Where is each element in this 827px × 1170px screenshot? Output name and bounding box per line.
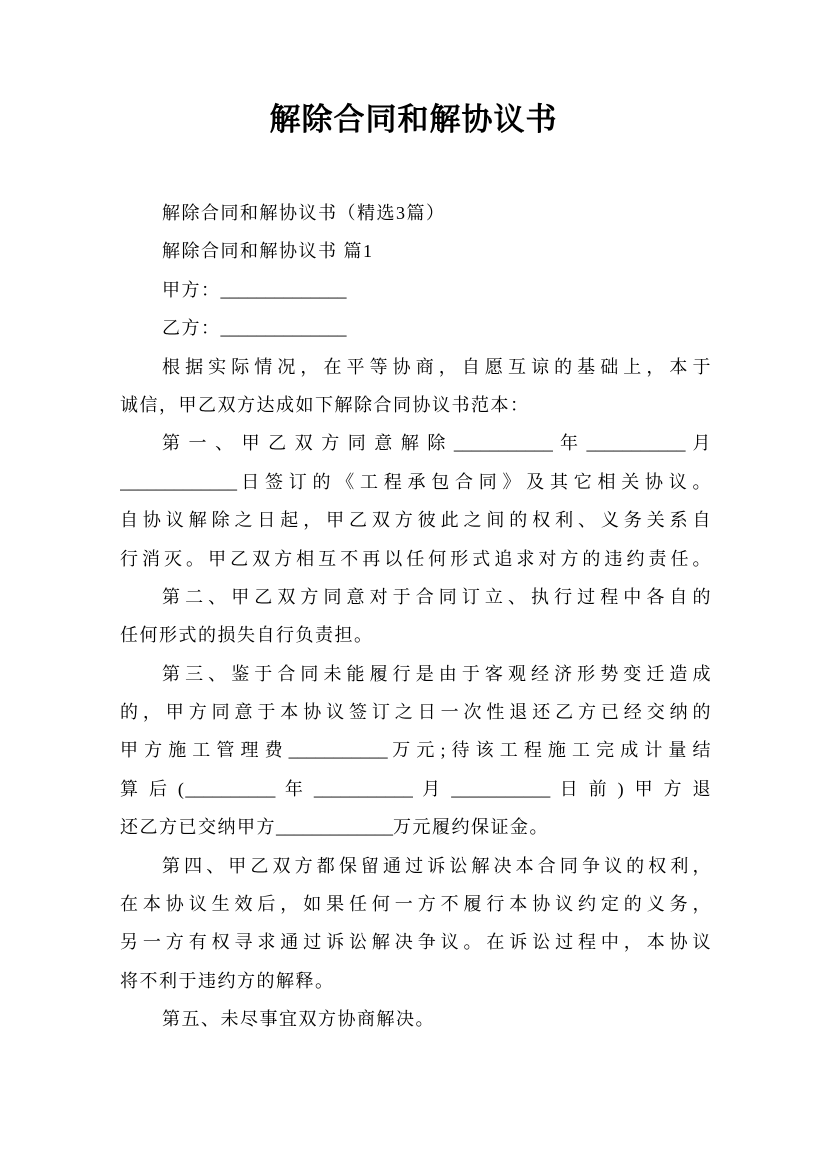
text-line <box>120 578 712 616</box>
text-segment: 月 <box>412 778 452 799</box>
text-segment: 根据实际情况，在平等协商，自愿互谅的基础上，本于 <box>162 356 712 377</box>
blank-field: ______________ <box>220 318 347 339</box>
text-segment: 年 <box>552 433 587 454</box>
text-line <box>120 616 712 654</box>
text-segment: 甲方： <box>162 279 221 300</box>
text-segment: 万元履约保证金。 <box>393 817 549 838</box>
text-line <box>120 731 712 769</box>
blank-field: __________ <box>185 778 276 799</box>
text-line <box>120 271 712 309</box>
text-line <box>120 463 712 501</box>
text-segment: 算后( <box>120 778 186 799</box>
blank-field: ___________ <box>451 778 551 799</box>
text-segment: 月 <box>685 433 712 454</box>
text-segment: 甲方施工管理费 <box>120 740 289 761</box>
text-line <box>120 348 712 386</box>
text-segment: 万元;待该工程施工完成计量结 <box>387 740 712 761</box>
blank-field: _____________ <box>120 471 237 492</box>
text-segment: 诚信，甲乙双方达成如下解除合同协议书范本： <box>120 394 530 415</box>
text-segment: 行消灭。甲乙双方相互不再以任何形式追求对方的违约责任。 <box>120 548 712 569</box>
text-line <box>120 540 712 578</box>
blank-field: _____________ <box>276 817 393 838</box>
text-segment: 任何形式的损失自行负责担。 <box>120 625 374 646</box>
text-line <box>120 885 712 923</box>
text-line <box>120 693 712 731</box>
text-segment: 第四、甲乙双方都保留通过诉讼解决本合同争议的权利， <box>162 855 712 876</box>
text-segment: 另一方有权寻求通过诉讼解决争议。在诉讼过程中，本协议 <box>120 932 712 953</box>
text-line <box>120 962 712 1000</box>
text-segment: 第三、鉴于合同未能履行是由于客观经济形势变迁造成 <box>162 663 712 684</box>
text-line <box>120 1000 712 1038</box>
text-segment: 在本协议生效后，如果任何一方不履行本协议约定的义务， <box>120 894 712 915</box>
text-segment: 日前)甲方退 <box>550 778 712 799</box>
text-segment: 第五、未尽事宜双方协商解决。 <box>162 1009 435 1030</box>
text-line <box>120 808 712 846</box>
text-segment: 解除合同和解协议书 篇1 <box>162 241 374 262</box>
text-segment: 乙方： <box>162 318 221 339</box>
text-segment: 第一、甲乙双方同意解除 <box>162 433 454 454</box>
text-line <box>120 194 712 232</box>
text-segment: 自协议解除之日起，甲乙双方彼此之间的权利、义务关系自 <box>120 510 712 531</box>
document-title: 解除合同和解协议书 <box>269 102 558 137</box>
text-line <box>120 655 712 693</box>
text-segment: 第二、甲乙双方同意对于合同订立、执行过程中各自的 <box>162 586 712 607</box>
text-line <box>120 923 712 961</box>
text-segment: 将不利于违约方的解释。 <box>120 970 335 991</box>
blank-field: ______________ <box>220 279 347 300</box>
text-segment: 年 <box>275 778 314 799</box>
text-segment: 解除合同和解协议书（精选3篇） <box>162 203 446 223</box>
blank-field: ___________ <box>453 433 553 454</box>
text-line <box>120 770 712 808</box>
text-segment: 日签订的《工程承包合同》及其它相关协议。 <box>237 471 712 492</box>
blank-field: ___________ <box>586 433 686 454</box>
blank-field: ___________ <box>313 778 413 799</box>
text-segment: 还乙方已交纳甲方 <box>120 817 276 838</box>
text-segment: 的，甲方同意于本协议签订之日一次性退还乙方已经交纳的 <box>120 702 712 723</box>
text-line <box>120 847 712 885</box>
text-line <box>120 232 712 270</box>
text-line <box>120 309 712 347</box>
text-line <box>120 424 712 462</box>
document-body <box>120 194 712 1039</box>
text-line <box>120 386 712 424</box>
text-line <box>120 501 712 539</box>
blank-field: ___________ <box>288 740 388 761</box>
